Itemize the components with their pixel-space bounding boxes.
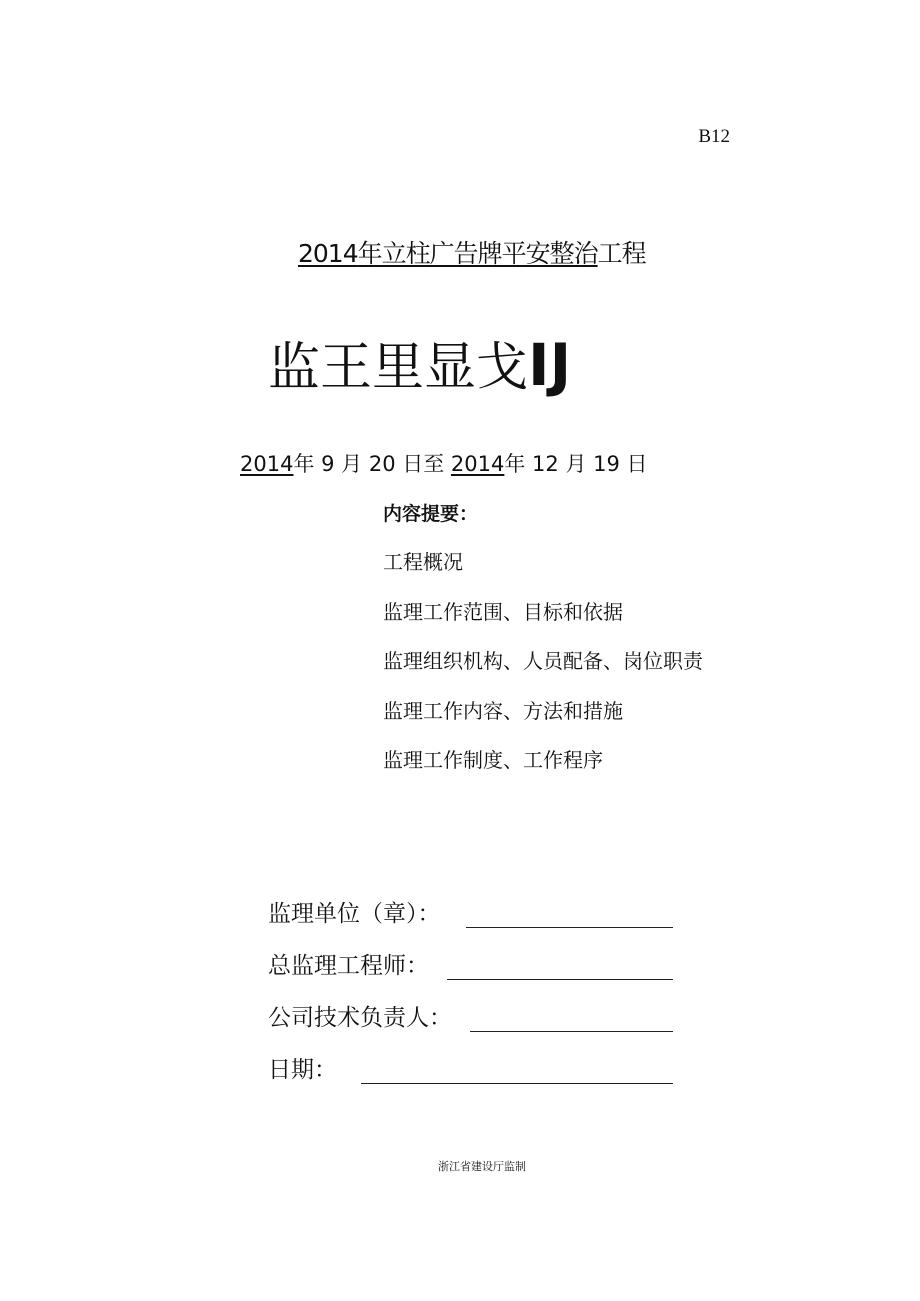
signature-row-technical-lead [268, 992, 678, 1032]
project-title-text: 年立柱广告牌平安整治 [357, 239, 598, 268]
document-code: B12 [698, 126, 730, 147]
signature-blank-line[interactable] [466, 897, 674, 928]
period-end-rest: 年 12 月 19 日 [504, 452, 648, 476]
contents-item: 监理工作范围、目标和依据 [383, 599, 623, 624]
contents-item: 工程概况 [383, 550, 463, 574]
signature-blank-line[interactable] [447, 949, 673, 980]
signature-row-chief-engineer [268, 940, 678, 980]
document-title-suffix: IJ [528, 331, 572, 399]
document-title [268, 333, 571, 400]
contents-item: 监理工作制度、工作程序 [383, 748, 603, 772]
signature-row-date [268, 1044, 678, 1084]
period-start-rest: 年 9 月 20 日至 [293, 452, 451, 476]
contents-summary [383, 500, 703, 796]
signature-blank-line[interactable] [361, 1053, 673, 1084]
signature-label: 公司技术负责人： [268, 1005, 452, 1031]
signature-row-supervision-unit [268, 888, 678, 928]
issuer-footer: 浙江省建设厅监制 [438, 1160, 526, 1173]
signature-label: 总监理工程师： [268, 953, 429, 979]
signature-label: 日期： [268, 1057, 337, 1083]
document-title-main: 监王里显戈 [268, 338, 529, 398]
supervision-period [240, 448, 648, 478]
period-end-year: 2014 [450, 452, 505, 476]
contents-item: 监理组织机构、人员配备、岗位职责 [383, 649, 703, 673]
project-name-underlined [298, 239, 598, 268]
project-suffix: 工程 [597, 239, 646, 268]
signature-block [268, 888, 678, 1096]
project-year: 2014 [298, 239, 358, 268]
period-start-year: 2014 [240, 452, 294, 476]
contents-item: 监理工作内容、方法和措施 [383, 698, 623, 723]
contents-heading: 内容提要： [383, 503, 479, 525]
signature-label: 监理单位（章）： [268, 901, 441, 927]
project-name [298, 234, 646, 270]
signature-blank-line[interactable] [470, 1001, 673, 1032]
